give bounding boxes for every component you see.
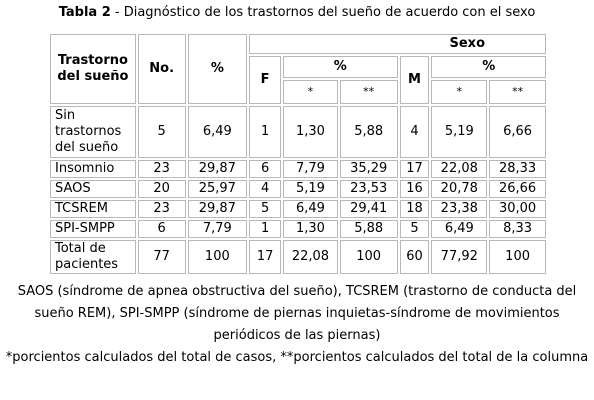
- cell-m: 5: [400, 220, 430, 238]
- cell-pct: 7,79: [188, 220, 248, 238]
- cell-f: 17: [249, 240, 281, 274]
- table-row: [50, 240, 546, 274]
- cell-no: 6: [138, 220, 186, 238]
- cell-m-pct2: 6,66: [489, 106, 546, 158]
- table-notes: [0, 281, 594, 369]
- header-ast-f2: **: [340, 80, 398, 104]
- header-ast-f1: *: [283, 80, 338, 104]
- cell-m: 4: [400, 106, 430, 158]
- header-m: M: [400, 56, 430, 104]
- cell-f: 4: [249, 180, 281, 198]
- table-row: [50, 106, 546, 158]
- header-ast-m2: **: [489, 80, 546, 104]
- row-label: Total de pacientes: [50, 240, 136, 274]
- cell-m-pct2: 30,00: [489, 200, 546, 218]
- cell-f: 6: [249, 160, 281, 178]
- header-ast-m1: *: [431, 80, 487, 104]
- cell-f-pct2: 29,41: [340, 200, 398, 218]
- cell-m-pct1: 6,49: [431, 220, 487, 238]
- cell-f-pct1: 7,79: [283, 160, 338, 178]
- abbreviations-note: SAOS (síndrome de apnea obstructiva del sueño), TCSREM (trastorno de conducta del sueño REM), SPI-SMPP (síndrome de piernas inquietas-síndrome de movimientos periódicos de las piernas): [17, 284, 577, 343]
- cell-f-pct2: 5,88: [340, 106, 398, 158]
- header-sexo: Sexo: [249, 34, 546, 54]
- cell-f-pct2: 100: [340, 240, 398, 274]
- cell-f-pct1: 6,49: [283, 200, 338, 218]
- table-title: - Diagnóstico de los trastornos del sueño de acuerdo con el sexo: [110, 5, 536, 20]
- cell-m-pct1: 5,19: [431, 106, 487, 158]
- row-label: SPI-SMPP: [50, 220, 136, 238]
- cell-f-pct1: 5,19: [283, 180, 338, 198]
- cell-f-pct1: 1,30: [283, 220, 338, 238]
- cell-m: 18: [400, 200, 430, 218]
- cell-m-pct2: 8,33: [489, 220, 546, 238]
- sleep-disorders-table: [48, 32, 548, 276]
- cell-m-pct2: 100: [489, 240, 546, 274]
- header-pct-f: %: [283, 56, 398, 78]
- table-label: Tabla 2: [58, 5, 111, 20]
- cell-m-pct1: 23,38: [431, 200, 487, 218]
- cell-f-pct2: 5,88: [340, 220, 398, 238]
- table-row: [50, 200, 546, 218]
- cell-pct: 29,87: [188, 200, 248, 218]
- cell-f-pct1: 1,30: [283, 106, 338, 158]
- cell-no: 77: [138, 240, 186, 274]
- header-pct: %: [188, 34, 248, 104]
- cell-m-pct2: 26,66: [489, 180, 546, 198]
- header-f: F: [249, 56, 281, 104]
- cell-m-pct1: 77,92: [431, 240, 487, 274]
- cell-f-pct1: 22,08: [283, 240, 338, 274]
- cell-m: 17: [400, 160, 430, 178]
- cell-no: 23: [138, 200, 186, 218]
- row-label: Insomnio: [50, 160, 136, 178]
- cell-m-pct2: 28,33: [489, 160, 546, 178]
- row-label: TCSREM: [50, 200, 136, 218]
- percent-note: *porcientos calculados del total de casos, **porcientos calculados del total de la columna: [5, 350, 589, 365]
- table-row: [50, 220, 546, 238]
- cell-no: 5: [138, 106, 186, 158]
- cell-m-pct1: 22,08: [431, 160, 487, 178]
- header-pct-m: %: [431, 56, 546, 78]
- row-label: Sin trastornos del sueño: [50, 106, 136, 158]
- table-row: [50, 180, 546, 198]
- table-row: [50, 160, 546, 178]
- cell-m-pct1: 20,78: [431, 180, 487, 198]
- cell-pct: 6,49: [188, 106, 248, 158]
- cell-f: 5: [249, 200, 281, 218]
- header-no: No.: [138, 34, 186, 104]
- cell-f: 1: [249, 220, 281, 238]
- cell-pct: 25,97: [188, 180, 248, 198]
- cell-f: 1: [249, 106, 281, 158]
- row-label: SAOS: [50, 180, 136, 198]
- cell-f-pct2: 23,53: [340, 180, 398, 198]
- header-trastorno: Trastorno del sueño: [50, 34, 136, 104]
- cell-no: 23: [138, 160, 186, 178]
- cell-pct: 100: [188, 240, 248, 274]
- cell-f-pct2: 35,29: [340, 160, 398, 178]
- cell-pct: 29,87: [188, 160, 248, 178]
- cell-m: 16: [400, 180, 430, 198]
- table-caption: [0, 5, 594, 21]
- cell-no: 20: [138, 180, 186, 198]
- cell-m: 60: [400, 240, 430, 274]
